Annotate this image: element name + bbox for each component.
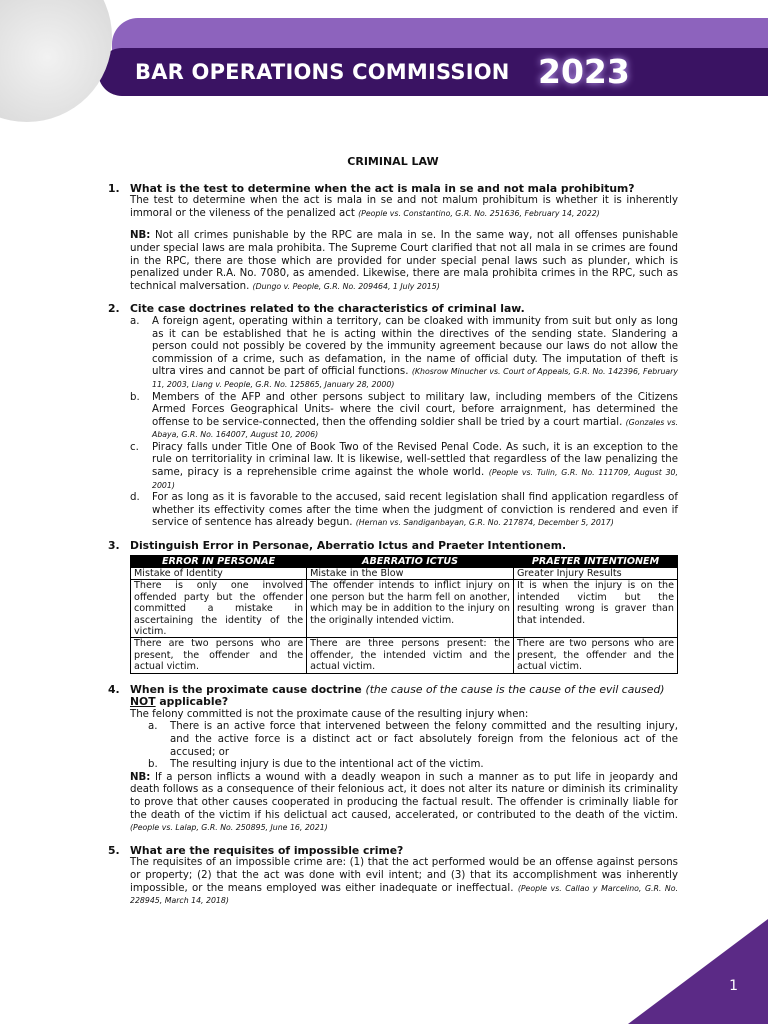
question-5 [108,845,678,858]
question-text: What is the test to determine when the act is mala in se and not mala prohibitum? [130,181,635,195]
answer-5 [130,857,678,907]
answer-text: The requisites of an impossible crime are: (1) that the act performed would be an offense against persons or property; (2) that the act was done with evil intent; and (3) that its accomplishment was inherently impossible, or the means employed was either inadequate or ineffectual. [130,857,678,894]
nb-text: Not all crimes punishable by the RPC are mala in se. In the same way, not all offenses punishable under special laws are mala prohibita. The Supreme Court clarified that not all mala in se crimes are found in the RPC, there are those which are provided for under special penal laws such as plunder, which is penalized under R.A. No. 7080, as amended. Likewise, there are mala prohibita crimes in the RPC, such as technical malversation. [130,230,678,292]
header-band-light [112,18,768,52]
table-row [131,568,678,580]
question-3 [108,540,678,553]
note-1 [130,230,678,293]
citation: (Dungo v. People, G.R. No. 209464, 1 July 2015) [252,281,440,291]
list-item [130,492,678,530]
question-text-end: applicable? [155,695,229,709]
proximate-cause-list [148,721,678,771]
question-not: NOT [130,695,156,709]
header-title: BAR OPERATIONS COMMISSION [135,60,510,84]
answer-1 [130,195,678,220]
list-letter: b. [148,759,158,771]
doctrine-list [130,316,678,530]
table-cell: There is only one involved offended party but the offender committed a mistake in ascertaining the identity of the victim. [131,580,307,638]
question-number: 5. [108,843,120,857]
list-item [130,442,678,492]
page-number: 1 [729,978,738,994]
question-number: 4. [108,682,120,696]
list-item [130,316,678,392]
list-text: Members of the AFP and other persons subject to military law, including members of the Citizens Armed Forces Geographical Units- where the civil court, before arraignment, has determined the offense to be service-connected, then the offending soldier shall be tried by a court martial. [152,391,678,428]
table-header: ABERRATIO ICTUS [307,555,514,567]
list-letter: b. [130,391,140,403]
citation: (People vs. Callao y Marcelino, G.R. No. 228945, March 14, 2018) [130,883,679,906]
table-row [131,580,678,638]
question-text: Cite case doctrines related to the characteristics of criminal law. [130,302,525,316]
table-cell: There are three persons present: the offender, the intended victim and the actual victim. [307,638,514,673]
header-decor-circle [0,0,112,122]
citation: (Hernan vs. Sandiganbayan, G.R. No. 217874, December 5, 2017) [355,518,614,528]
question-2 [108,303,678,316]
corner-triangle [628,919,768,1024]
table-header: ERROR IN PERSONAE [131,555,307,567]
question-number: 1. [108,181,120,195]
nb-label: NB: [130,230,151,242]
question-text: When is the proximate cause doctrine [130,682,366,696]
table-header-row [131,555,678,567]
table-cell: Mistake of Identity [131,568,307,580]
list-text: There is an active force that intervened between the felony committed and the resulting injury, and the active force is a distinct act or fact absolutely foreign from the felonious act of the accused; or [170,721,678,758]
citation: (Gonzales vs. Abaya, G.R. No. 164007, August 10, 2006) [152,417,678,440]
question-4 [108,684,678,709]
list-item [148,721,678,759]
citation: (People vs. Constantino, G.R. No. 251636, February 14, 2022) [358,208,600,218]
note-4 [130,772,678,835]
list-letter: a. [130,315,140,327]
list-letter: a. [148,721,158,733]
question-parenthetical: (the cause of the cause is the cause of the evil caused) [365,682,665,696]
list-text: A foreign agent, operating within a territory, can be cloaked with immunity from suit but only as long as it can be established that he is acting within the directives of the sending state. Slandering a person could not possibly be covered by the immunity agreement because our laws do not allow the commission of a crime, such as defamation, in the name of official duty. The imputation of theft is ultra vires and cannot be part of official functions. [152,315,678,378]
nb-label: NB: [130,771,151,783]
table-cell: There are two persons who are present, the offender and the actual victim. [514,638,678,673]
list-text: The resulting injury is due to the intentional act of the victim. [170,759,484,771]
list-text: For as long as it is favorable to the accused, said recent legislation shall find application regardless of whether its effectivity comes after the time when the judgment of conviction is rendered and even if service of sentence has already begun. [152,492,678,529]
question-text: What are the requisites of impossible crime? [130,843,404,857]
answer-text: The test to determine when the act is mala in se and not malum prohibitum is whether it is inherently immoral or the vileness of the penalized act [130,195,678,219]
list-item [130,392,678,442]
table-cell: There are two persons who are present, the offender and the actual victim. [131,638,307,673]
citation: (People vs. Lalap, G.R. No. 250895, June 16, 2021) [130,823,328,833]
question-1 [108,183,678,196]
question-text: Distinguish Error in Personae, Aberratio Ictus and Praeter Intentionem. [130,539,567,553]
list-text: Piracy falls under Title One of Book Two of the Revised Penal Code. As such, it is an exception to the rule on territoriality in criminal law. It is likewise, well-settled that regardless of the law penalizing the same, piracy is a reprehensible crime against the whole world. [152,441,678,479]
header-year: 2023 [538,52,630,91]
question-number: 3. [108,539,120,553]
list-letter: d. [130,492,140,504]
citation: (People vs. Tulin, G.R. No. 111709, August 30, 2001) [152,468,678,490]
list-letter: c. [130,441,139,453]
table-header: PRAETER INTENTIONEM [514,555,678,567]
list-item [148,759,678,772]
question-number: 2. [108,302,120,316]
table-cell: It is when the injury is on the intended victim but the resulting wrong is graver than that intended. [514,580,678,638]
nb-text: If a person inflicts a wound with a deadly weapon in such a manner as to put life in jeopardy and death follows as a consequence of their felonious act, it does not alter its nature or diminish its criminality to prove that other causes cooperated in producing the factual result. The offender is criminally liable for the death of the victim if his delictual act caused, accelerated, or contributed to the death of the victim. [130,771,678,821]
citation: (Khosrow Minucher vs. Court of Appeals, G.R. No. 142396, February 11, 2003, Liang v. People, G.R. No. 125865, January 28, 2000) [152,367,678,389]
comparison-table [130,555,678,674]
table-row [131,638,678,673]
table-cell: Mistake in the Blow [307,568,514,580]
table-cell: Greater Injury Results [514,568,678,580]
answer-intro: The felony committed is not the proximate cause of the resulting injury when: [130,708,529,720]
table-cell: The offender intends to inflict injury on one person but the harm fell on another, which may be in addition to the injury on the originally intended victim. [307,580,514,638]
doc-title: CRIMINAL LAW [347,155,439,168]
document-body [108,156,678,908]
